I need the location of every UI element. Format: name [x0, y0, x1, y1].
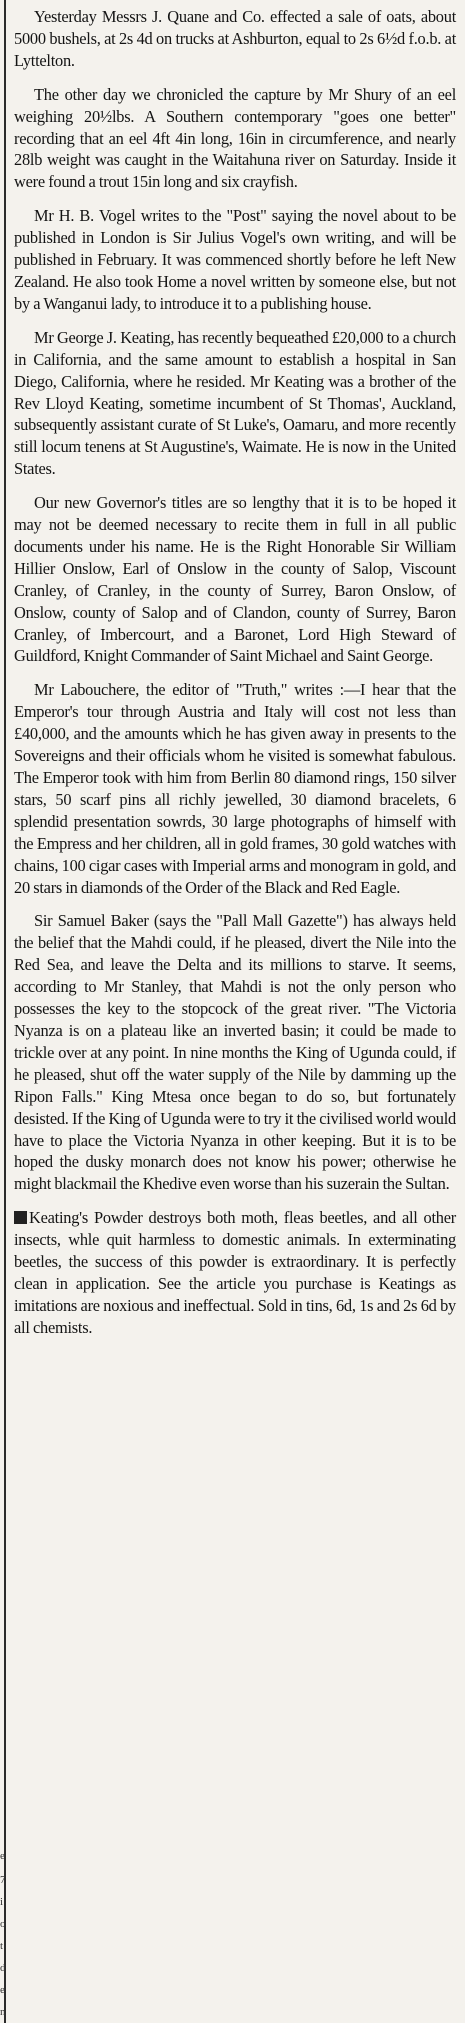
gutter-letter: o: [0, 1918, 6, 1930]
advertisement-text: Keating's Powder destroys both moth, fleas beetles, and all other insects, whle quit harmless to domestic animals. In exterminating beetles, the success of this powder is extraordinary. It is perfectly clean in application. See the article you purchase is Keatings as imitations are noxious and ineffectual. Sold in tins, 6d, 1s and 2s 6d by all chemists.: [14, 1208, 456, 1337]
paragraph-emperor-tour: Mr Labouchere, the editor of "Truth," writes :—I hear that the Emperor's tour through Austria and Italy will cost not less than £40,000, and the amounts which he has given away in presents to the Sovereigns and their officials whom he visited is somewhat fabulous. The Emperor took with him from Berlin 80 diamond rings, 150 silver stars, 50 scarf pins all richly jewelled, 30 diamond bracelets, 6 splendid presentation sowrds, 30 large photographs of himself with the Empress and her children, all in gold frames, 30 gold watches with chains, 100 cigar cases with Imperial arms and monogram in gold, and 20 stars in diamonds of the Order of the Black and Red Eagle.: [14, 680, 456, 897]
paragraph-oats-sale: Yesterday Messrs J. Quane and Co. effected a sale of oats, about 5000 bushels, at 2s 4d on trucks at Ashburton, equal to 2s 6½d f.o.b. at Lyttelton.: [14, 7, 456, 70]
gutter-letter: i: [0, 1896, 4, 1908]
gutter-letter: t: [0, 1940, 4, 1952]
advertisement-marker-icon: [14, 1211, 27, 1224]
keatings-powder-advertisement: [14, 1207, 456, 1338]
gutter-letter: d: [0, 1962, 6, 1974]
gutter-letter: e: [0, 1984, 5, 1996]
paragraph-nile-mahdi: Sir Samuel Baker (says the "Pall Mall Gazette") has always held the belief that the Mahdi could, if he pleased, divert the Nile into the Red Sea, and leave the Delta and its millions to starve. It seems, according to Mr Stanley, that Mahdi is not the only person who possesses the key to the stopcock of the great river. "The Victoria Nyanza is on a plateau like an inverted basin; it could be made to trickle over at any point. In nine months the King of Ugunda could, if he pleased, shut off the water supply of the Nile by damming up the Ripon Falls." King Mtesa once began to do so, but fortunately desisted. If the King of Ugunda were to try it the civilised world would have to place the Victoria Nyanza in other keeping. But it is to be hoped the dusky monarch does not know his power; otherwise he might blackmail the Khedive even worse than his suzerain the Sultan.: [14, 911, 456, 1194]
paragraph-governor-titles: Our new Governor's titles are so lengthy that it is to be hoped it may not be deemed necessary to recite them in full in all public documents under his name. He is the Right Honorable Sir William Hillier Onslow, Earl of Onslow in the county of Salop, Viscount Cranley, of Cranley, in the county of Surrey, Baron Onslow, of Onslow, county of Salop and of Clandon, county of Surrey, Baron Cranley, of Imbercourt, and a Baronet, Lord High Steward of Guildford, Knight Commander of Saint Michael and Saint George.: [14, 493, 456, 666]
gutter-letter: e: [0, 1850, 5, 1862]
paragraph-keating-bequest: Mr George J. Keating, has recently bequeathed £20,000 to a church in California, and the same amount to establish a hospital in San Diego, California, where he resided. Mr Keating was a brother of the Rev Lloyd Keating, sometime incumbent of St Thomas', Auckland, subsequently assistant curate of St Luke's, Oamaru, and more recently still locum tenens at St Augustine's, Waimate. He is now in the United States.: [14, 327, 456, 479]
gutter-letter: n: [0, 2006, 6, 2018]
article-column: [14, 6, 456, 1351]
gutter-letter: 7: [0, 1874, 6, 1886]
paragraph-vogel-novel: Mr H. B. Vogel writes to the "Post" saying the novel about to be published in London is Sir Julius Vogel's own writing, and will be published in February. It was commenced shortly before he left New Zealand. He also took Home a novel written by someone else, but not by a Wanganui lady, to introduce it to a publishing house.: [14, 206, 456, 313]
adjacent-column-fragment: [0, 0, 5, 2023]
paragraph-eel-capture: The other day we chronicled the capture by Mr Shury of an eel weighing 20½lbs. A Southern contemporary "goes one better" recording that an eel 4ft 4in long, 16in in circumference, and nearly 28lb weight was caught in the Waitahuna river on Saturday. Inside it were found a trout 15in long and six crayfish.: [14, 84, 456, 192]
